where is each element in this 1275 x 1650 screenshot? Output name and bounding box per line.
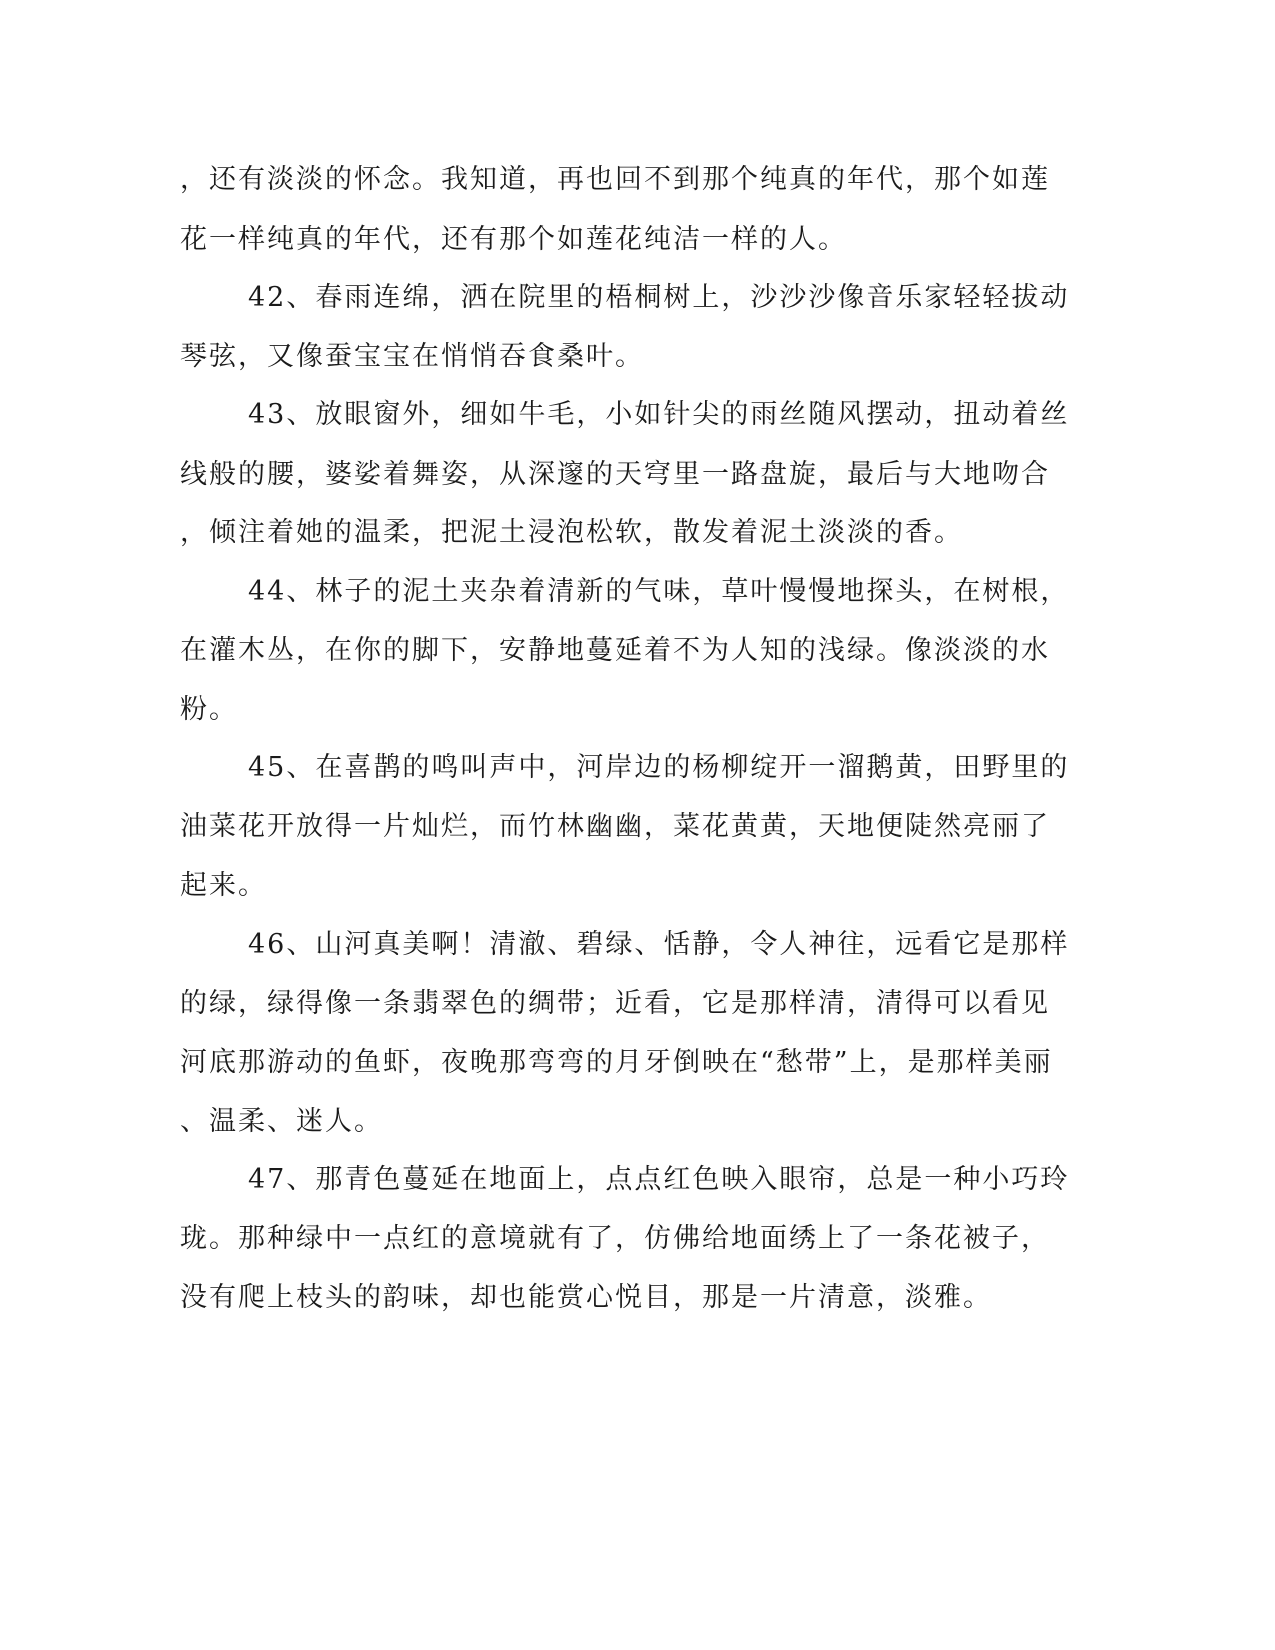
text-line: 河底那游动的鱼虾，夜晚那弯弯的月牙倒映在“愁带”上，是那样美丽 [180, 1047, 1053, 1078]
text-line: 花一样纯真的年代，还有那个如莲花纯洁一样的人。 [180, 224, 847, 255]
text-line: ，还有淡淡的怀念。我知道，再也回不到那个纯真的年代，那个如莲 [180, 164, 1050, 195]
text-line: 的绿，绿得像一条翡翠色的绸带；近看，它是那样清，清得可以看见 [180, 988, 1050, 1019]
text-line: 珑。那种绿中一点红的意境就有了，仿佛给地面绣上了一条花被子， [180, 1223, 1050, 1254]
paragraph-46-line: 46、山河真美啊！清澈、碧绿、恬静，令人神往，远看它是那样 [248, 929, 1070, 960]
paragraph-47-line: 47、那青色蔓延在地面上，点点红色映入眼帘，总是一种小巧玲 [248, 1164, 1070, 1195]
paragraph-43-line: 43、放眼窗外，细如牛毛，小如针尖的雨丝随风摆动，扭动着丝 [248, 399, 1070, 430]
text-line: 、温柔、迷人。 [180, 1106, 383, 1137]
text-line: 琴弦，又像蚕宝宝在悄悄吞食桑叶。 [180, 341, 644, 372]
paragraph-42-line: 42、春雨连绵，洒在院里的梧桐树上，沙沙沙像音乐家轻轻拔动 [248, 282, 1070, 313]
text-line: 线般的腰，婆娑着舞姿，从深邃的天穹里一路盘旋，最后与大地吻合 [180, 459, 1050, 490]
paragraph-44-line: 44、林子的泥土夹杂着清新的气味，草叶慢慢地探头，在树根， [248, 576, 1070, 607]
text-line: 没有爬上枝头的韵味，却也能赏心悦目，那是一片清意，淡雅。 [180, 1282, 992, 1313]
text-line: 在灌木丛，在你的脚下，安静地蔓延着不为人知的浅绿。像淡淡的水 [180, 635, 1050, 666]
text-line: 起来。 [180, 870, 267, 901]
text-line: 粉。 [180, 694, 238, 725]
text-line: ，倾注着她的温柔，把泥土浸泡松软，散发着泥土淡淡的香。 [180, 517, 963, 548]
paragraph-45-line: 45、在喜鹊的鸣叫声中，河岸边的杨柳绽开一溜鹅黄，田野里的 [248, 752, 1070, 783]
text-line: 油菜花开放得一片灿烂，而竹林幽幽，菜花黄黄，天地便陡然亮丽了 [180, 811, 1050, 842]
